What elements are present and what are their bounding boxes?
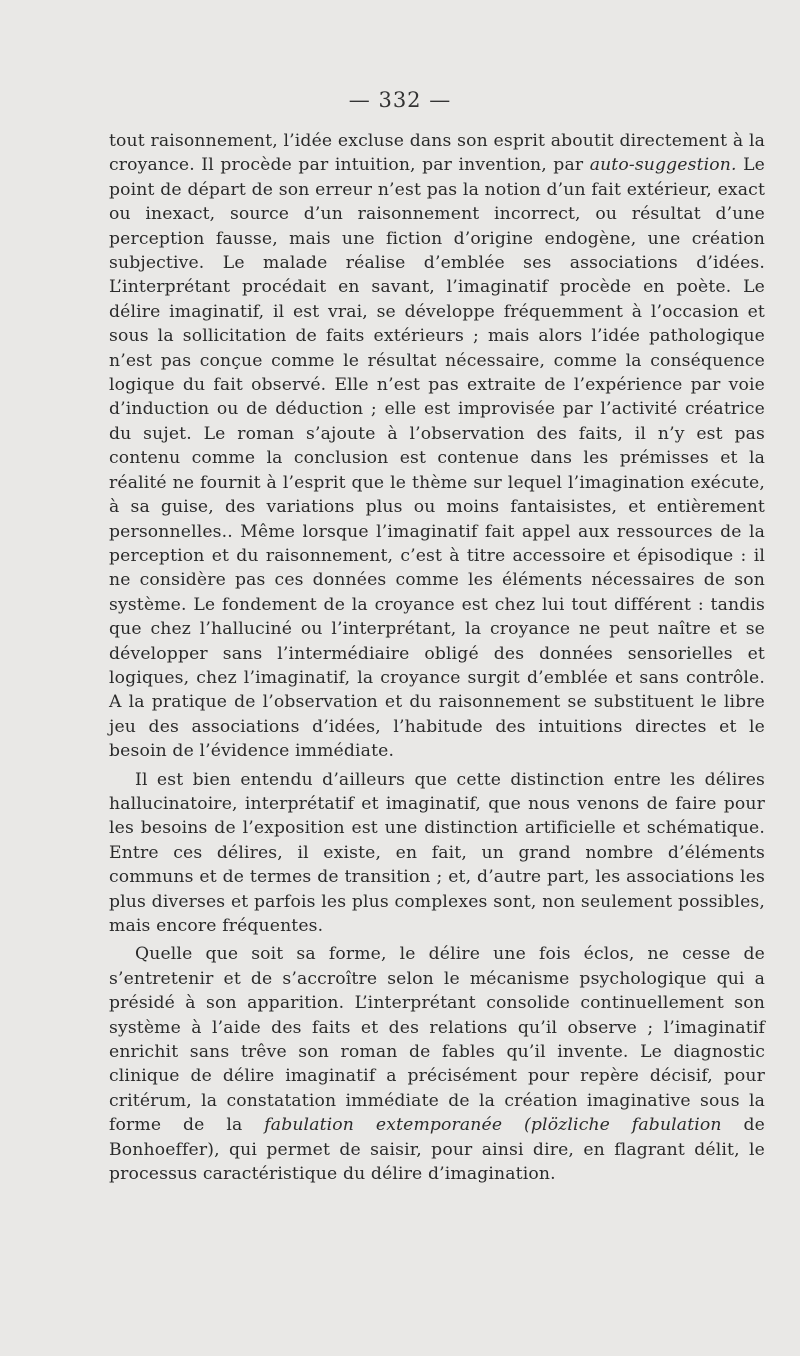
text-segment: tout raisonnement, l’idée excluse dans son esprit aboutit directement à la croyance. Il procède par intuition, par invention, par	[109, 131, 765, 176]
text-segment: Quelle que soit sa forme, le délire une fois éclos, ne cesse de s’entretenir et de s’accroître selon le mécanisme psychologique qui a présidé à son apparition. L’interprétant consolide continuellement son système à l’aide des faits et des relations qu’il observe ; l’imaginatif enrichit sans trêve son roman de fables qu’il invente. Le diagnostic clinique de délire imaginatif a précisément pour repère décisif, pour critérum, la constatation immédiate de la création imaginative sous la forme de la	[109, 944, 765, 1136]
body-text	[109, 129, 765, 1186]
paragraph	[109, 942, 765, 1186]
paragraph	[109, 129, 765, 764]
italic-text: auto-suggestion.	[589, 155, 737, 176]
text-segment: de Bonhoeffer), qui permet de saisir, pour ainsi dire, en flagrant délit, le processus caractéristique du délire d’imagination.	[109, 1115, 765, 1185]
paragraph	[109, 768, 765, 939]
italic-text: fabulation extemporanée (plözliche fabulation	[264, 1115, 722, 1136]
text-segment: Il est bien entendu d’ailleurs que cette distinction entre les délires hallucinatoire, interprétatif et imaginatif, que nous venons de faire pour les besoins de l’exposition est une distinction artificielle et schématique. Entre ces délires, il existe, en fait, un grand nombre d’éléments communs et de termes de transition ; et, d’autre part, les associations les plus diverses et parfois les plus complexes sont, non seulement possibles, mais encore fréquentes.	[109, 769, 765, 936]
text-segment: Le point de départ de son erreur n’est pas la notion d’un fait extérieur, exact ou inexact, source d’un raisonnement incorrect, ou résultat d’une perception fausse, mais une fiction d’origine endogène, une création subjective. Le malade réalise d’emblée ses associations d’idées. L’interprétant procédait en savant, l’imaginatif procède en poète. Le délire imaginatif, il est vrai, se développe fréquemment à l’occasion et sous la sollicitation de faits extérieurs ; mais alors l’idée pathologique n’est pas conçue comme le résultat nécessaire, comme la conséquence logique du fait observé. Elle n’est pas extraite de l’expérience par voie d’induction ou de déduction ; elle est improvisée par l’activité créatrice du sujet. Le roman s’ajoute à l’observation des faits, il n’y est pas contenu comme la conclusion est contenue dans les prémisses et la réalité ne fournit à l’esprit que le thème sur lequel l’imagination exécute, à sa guise, des variations plus ou moins fantaisistes, et entièrement personnelles.. Même lorsque l’imaginatif fait appel aux ressources de la perception et du raisonnement, c’est à titre accessoire et épisodique : il ne considère pas ces données comme les éléments nécessaires de son système. Le fondement de la croyance est chez lui tout différent : tandis que chez l’halluciné ou l’interprétant, la croyance ne peut naître et se développer sans l’intermédiaire obligé des données sensorielles et logiques, chez l’imaginatif, la croyance surgit d’emblée et sans contrôle. A la pratique de l’observation et du raisonnement se substituent le libre jeu des associations d’idées, l’habitude des intuitions directes et le besoin de l’évidence immédiate.	[109, 155, 766, 762]
page-number: — 332 —	[348, 88, 452, 112]
